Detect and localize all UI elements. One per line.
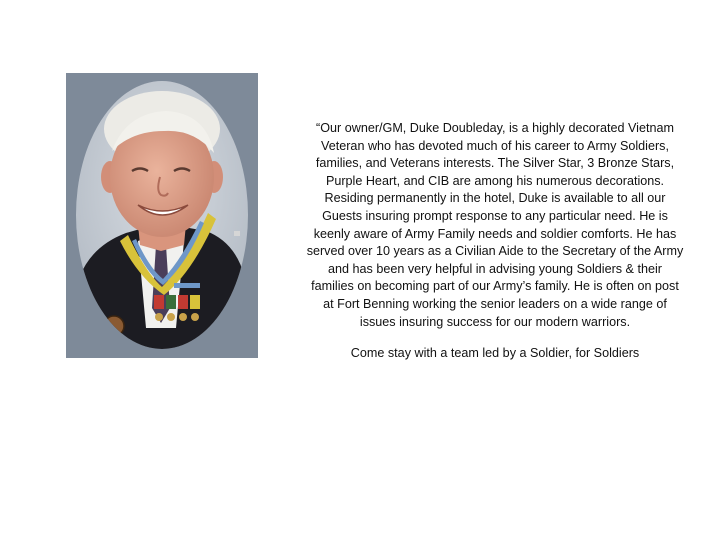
bio-text-block [295, 120, 695, 331]
bio-paragraph: “Our owner/GM, Duke Doubleday, is a highly decorated Vietnam Veteran who has devoted much of his career to Army Soldiers, families, and Veterans interests. The Silver Star, 3 Bronze Stars, Purple Heart, and CIB are among his numerous decorations. Residing permanently in the hotel, Duke is available to all our Guests insuring prompt response to any particular need. He is keenly aware of Army Family needs and soldier comforts. He has served over 10 years as a Civilian Aide to the Secretary of the Army and has been very helpful in advising young Soldiers & their families on becoming part of our Army’s family. He is often on post at Fort Benning working the senior leaders on a wide range of issues insuring success for our modern warriors. [306, 121, 684, 329]
tagline: Come stay with a team led by a Soldier, for Soldiers [350, 346, 640, 360]
lapel-pin [234, 231, 240, 236]
portrait-photo [66, 73, 258, 358]
